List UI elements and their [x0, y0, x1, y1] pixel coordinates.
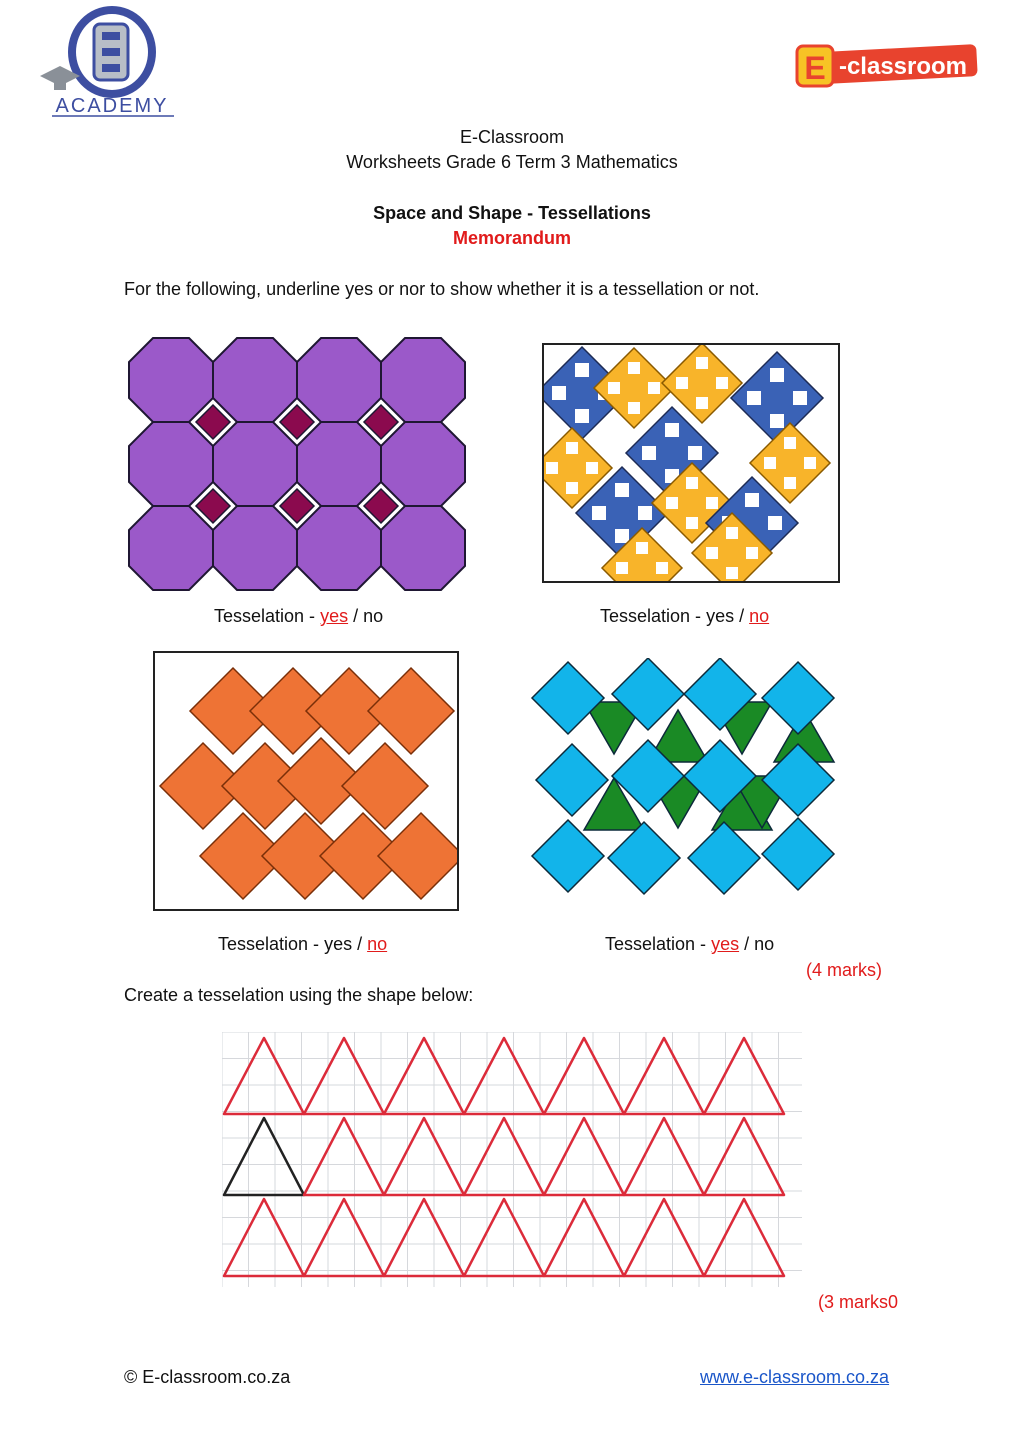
footer-url-wrapper [700, 1366, 889, 1388]
eclassroom-logo-letter: E [804, 50, 826, 86]
grid-background [222, 1032, 802, 1287]
question-3-yes[interactable]: yes [324, 934, 353, 954]
question-4-yes[interactable]: yes [711, 934, 740, 954]
memorandum-heading: Memorandum [452, 228, 571, 248]
arrow-pattern-image [542, 343, 840, 583]
question-1-no[interactable]: no [363, 606, 384, 626]
question-2-caption [600, 606, 769, 627]
question-1-yes[interactable]: yes [320, 606, 349, 626]
instruction-text: For the following, underline yes or nor to show whether it is a tessellation or not. [124, 279, 760, 299]
question-4-no[interactable]: no [754, 934, 775, 954]
question-3-separator: / [352, 934, 368, 954]
question-2-label: Tesselation - [600, 606, 707, 626]
square-triangle-tessellation-image [528, 658, 840, 898]
question-3-caption [218, 934, 387, 955]
question-1-separator: / [348, 606, 364, 626]
marks-part-1: (4 marks) [806, 960, 882, 980]
title-line1: E-Classroom [459, 127, 565, 147]
question-3-label: Tesselation - [218, 934, 325, 954]
create-instruction-text: Create a tesselation using the shape below: [124, 985, 474, 1005]
academy-logo-text: ACADEMY [55, 95, 169, 117]
eclassroom-logo-text: -classroom [838, 53, 968, 80]
question-4-caption [605, 934, 774, 955]
eclassroom-logo [795, 42, 980, 92]
orange-squares-image [153, 651, 459, 911]
topic-heading: Space and Shape - Tessellations [373, 203, 651, 223]
question-2-no[interactable]: no [749, 606, 770, 626]
question-4-label: Tesselation - [605, 934, 712, 954]
question-2-separator: / [734, 606, 750, 626]
octagon-tessellation-image [124, 332, 474, 594]
triangle-grid-drawing [222, 1032, 802, 1287]
academy-logo [38, 2, 180, 120]
question-1-caption [214, 606, 383, 627]
question-3-no[interactable]: no [367, 934, 388, 954]
question-4-separator: / [739, 934, 755, 954]
question-1-label: Tesselation - [214, 606, 321, 626]
question-2-yes[interactable]: yes [706, 606, 735, 626]
marks-part-2: (3 marks0 [818, 1292, 899, 1312]
title-line2: Worksheets Grade 6 Term 3 Mathematics [346, 152, 678, 172]
footer-url-link[interactable]: www.e-classroom.co.za [700, 1367, 890, 1387]
footer-copyright: © E-classroom.co.za [124, 1367, 291, 1387]
